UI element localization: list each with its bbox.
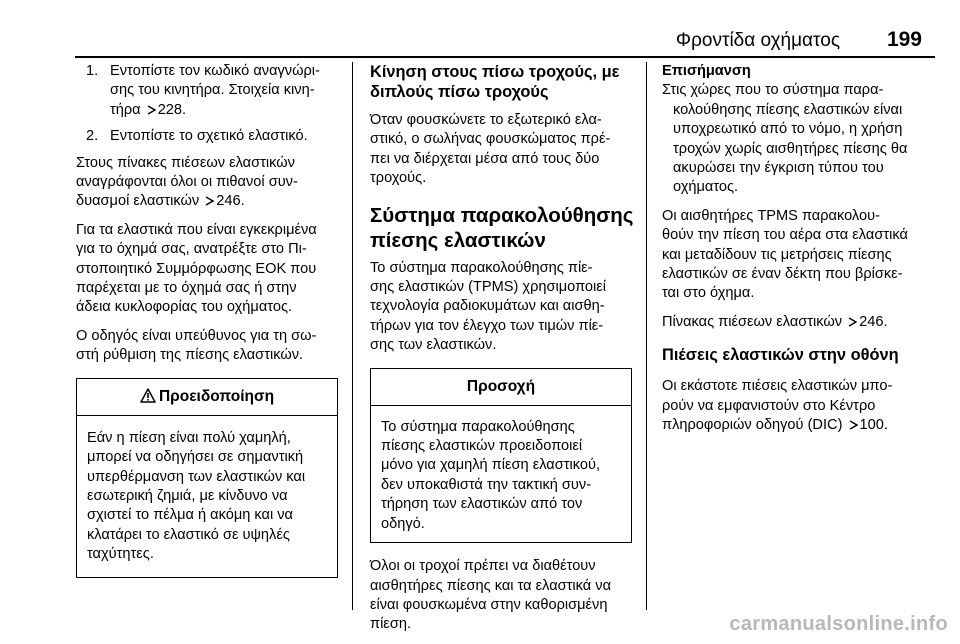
steps-list — [76, 62, 338, 147]
page-header — [0, 28, 960, 56]
reference-arrow-icon — [848, 317, 857, 327]
paragraph: Ο οδηγός είναι υπεύθυνος για τη σω- στή ρύθμιση της πίεσης ελαστικών. — [76, 327, 317, 364]
warning-body: Εάν η πίεση είναι πολύ χαμηλή, μπορεί να οδηγήσει σε σημαντική υπερθέρμανση των ελαστικών και εσωτερική ζημιά, με κίνδυνο να σχιστεί το πέλμα ή ακόμη και να κλατάρει το ελαστικό σε υψηλές ταχύτητες. — [87, 429, 306, 563]
list-item: 2. Εντοπίστε το σχετικό ελαστικό. — [86, 128, 308, 145]
paragraph: Πίνακας πιέσεων ελαστικών 246. — [662, 313, 888, 330]
warning-triangle-icon — [140, 388, 156, 403]
caution-box — [370, 368, 632, 543]
column-3 — [662, 62, 930, 445]
warning-title: Προειδοποίηση — [158, 387, 275, 405]
section-title: Σύστημα παρακολούθησης πίεσης ελαστικών — [370, 203, 634, 252]
column-divider-2 — [646, 62, 647, 610]
subsection-heading: Κίνηση στους πίσω τροχούς, με διπλούς πίσω τροχούς — [370, 63, 620, 101]
reference-arrow-icon — [147, 105, 156, 115]
column-2 — [370, 62, 632, 644]
paragraph: Για τα ελαστικά που είναι εγκεκριμένα για το όχημά σας, ανατρέξτε στο Πι- στοποιητικό Συμμόρφωσης ΕΟΚ που παρέχεται με το όχημά σας ή στην άδεια κυκλοφορίας του οχήματος. — [76, 221, 317, 316]
warning-box — [76, 378, 338, 578]
watermark: carmanualsonline.info — [729, 613, 948, 635]
column-divider-1 — [352, 62, 353, 610]
page-reference-link[interactable]: 246. — [859, 313, 888, 330]
note-block: Επισήμανση Στις χώρες που το σύστημα παρα- κολούθησης πίεσης ελαστικών είναι υποχρεωτικό από το νόμο, η χρήση τροχών χωρίς αισθητήρες πίεσης θα ακυρώσει την έγκριση τύπου του οχήματος. — [662, 62, 930, 198]
page-reference-link[interactable]: 246. — [216, 193, 245, 210]
subsection-heading: Πιέσεις ελαστικών στην οθόνη — [662, 346, 899, 365]
paragraph: Οι αισθητήρες TPMS παρακολου- θούν την πίεση του αέρα στα ελαστικά και μεταδίδουν τις μετρήσεις πίεσης ελαστικών σε έναν δέκτη που βρίσκε- ται στο όχημα. — [662, 207, 908, 302]
header-rule — [75, 56, 935, 58]
page-reference-link[interactable]: 228. — [157, 101, 187, 118]
page-number: 199 — [886, 28, 922, 51]
caution-box-header: Προσοχή — [371, 369, 631, 406]
column-1 — [76, 62, 338, 590]
reference-arrow-icon — [205, 196, 214, 206]
page-reference-link[interactable]: 100. — [859, 417, 888, 434]
paragraph: Στους πίνακες πιέσεων ελαστικών αναγράφονται όλοι οι πιθανοί συν- δυασμοί ελαστικών 246. — [76, 154, 298, 210]
caution-body: Το σύστημα παρακολούθησης πίεσης ελαστικών προειδοποιεί μόνο για χαμηλή πίεση ελαστικού, δεν υποκαθιστά την τακτική συν- τήρηση των ελαστικών από τον οδηγό. — [381, 418, 601, 532]
warning-box-header — [77, 379, 337, 416]
paragraph: Το σύστημα παρακολούθησης πίε- σης ελαστικών (TPMS) χρησιμοποιεί τεχνολογία ραδιοκυμάτων και αισθη- τήρων για τον έλεγχο των τιμών πίε- σης των ελαστικών. — [370, 259, 607, 354]
paragraph: Όλοι οι τροχοί πρέπει να διαθέτουν αισθητήρες πίεσης και τα ελαστικά να είναι φουσκωμένα στην καθορισμένη πίεση. — [370, 558, 612, 633]
paragraph: Οι εκάστοτε πιέσεις ελαστικών μπο- ρούν να εμφανιστούν στο Κέντρο πληροφοριών οδηγού (DIC) 100. — [662, 378, 893, 434]
page-title: Φροντίδα οχήματος — [675, 30, 840, 51]
reference-arrow-icon — [849, 420, 858, 430]
paragraph: Όταν φουσκώνετε το εξωτερικό ελα- στικό, ο σωλήνας φουσκώματος πρέ- πει να διέρχεται μέσα από τους δύο τροχούς. — [370, 112, 611, 187]
note-title: Επισήμανση — [662, 63, 751, 79]
list-item: 1. Εντοπίστε τον κωδικό αναγνώρι- σης του κινητήρα. Στοιχεία κινη- τήρα 228. — [86, 63, 320, 118]
